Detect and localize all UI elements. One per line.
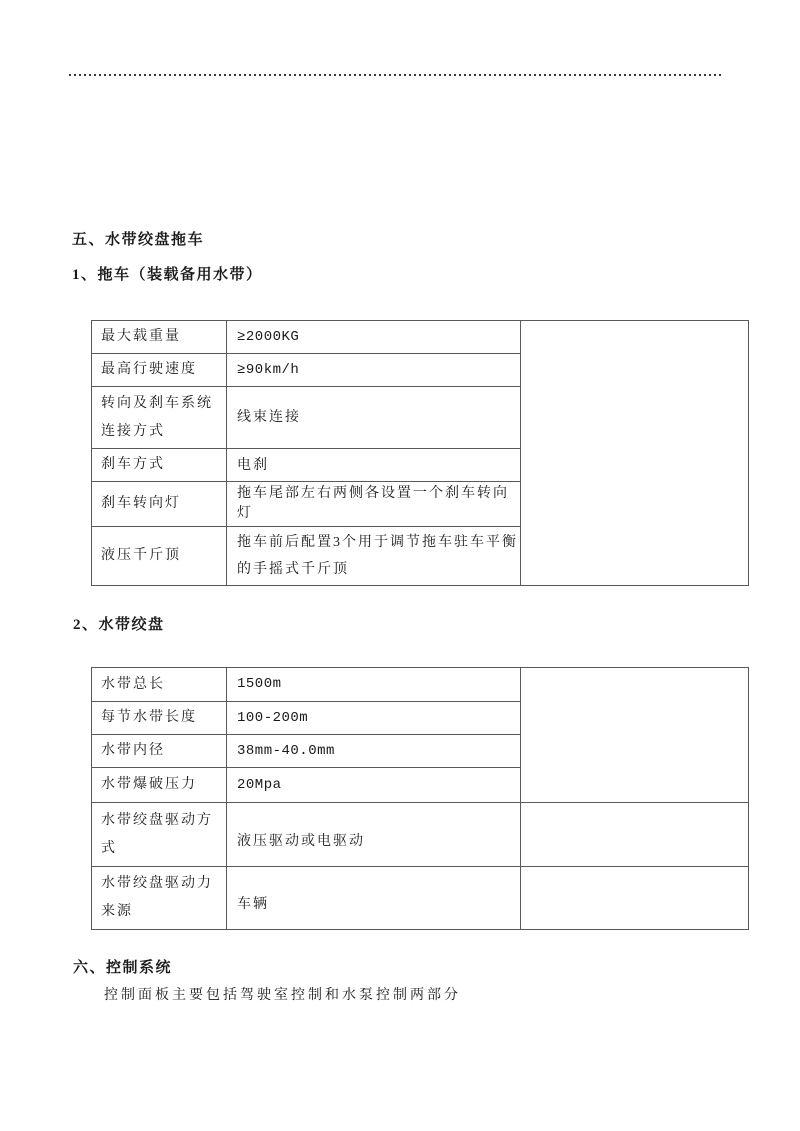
- subsection-2-heading: 2、水带绞盘: [73, 617, 165, 633]
- spec-table-row: [92, 867, 749, 930]
- spec-label-cell: 每节水带长度: [92, 702, 227, 735]
- spec-value-cell: ≥90km/h: [227, 354, 521, 387]
- spec-table-row: [92, 321, 749, 354]
- spec-value-cell: 拖车前后配置3个用于调节拖车驻车平衡的手摇式千斤顶: [227, 527, 521, 586]
- spec-table-row: [92, 668, 749, 702]
- spec-label-cell: 水带总长: [92, 668, 227, 702]
- notes-empty-cell: [521, 668, 749, 803]
- spec-label-cell: 水带内径: [92, 735, 227, 768]
- hose-reel-spec-table-wrap: [91, 667, 749, 930]
- spec-label-cell: 水带爆破压力: [92, 768, 227, 803]
- spec-value-cell: 拖车尾部左右两侧各设置一个刹车转向灯: [227, 482, 521, 527]
- spec-value-cell: 1500m: [227, 668, 521, 702]
- notes-empty-cell: [521, 321, 749, 586]
- section-6-paragraph: 控制面板主要包括驾驶室控制和水泵控制两部分: [104, 988, 461, 1003]
- spec-label-cell: 水带绞盘驱动方式: [92, 803, 227, 867]
- spec-table-row: [92, 803, 749, 867]
- spec-label-cell: 液压千斤顶: [92, 527, 227, 586]
- spec-value-cell: ≥2000KG: [227, 321, 521, 354]
- spec-label-cell: 刹车转向灯: [92, 482, 227, 527]
- spec-label-cell: 刹车方式: [92, 449, 227, 482]
- section-6-heading: 六、控制系统: [73, 960, 173, 976]
- spec-value-cell: 100-200m: [227, 702, 521, 735]
- spec-label-cell: 转向及刹车系统连接方式: [92, 387, 227, 449]
- spec-value-cell: 电刹: [227, 449, 521, 482]
- notes-empty-cell: [521, 803, 749, 867]
- notes-empty-cell: [521, 867, 749, 930]
- section-5-heading: 五、水带绞盘拖车: [72, 232, 205, 248]
- spec-label-cell: 最大载重量: [92, 321, 227, 354]
- trailer-spec-table: [91, 320, 749, 586]
- spec-value-cell: 车辆: [227, 867, 521, 930]
- header-dotted-separator: [69, 74, 724, 76]
- spec-label-cell: 水带绞盘驱动力来源: [92, 867, 227, 930]
- spec-value-cell: 线束连接: [227, 387, 521, 449]
- spec-value-cell: 液压驱动或电驱动: [227, 803, 521, 867]
- spec-label-cell: 最高行驶速度: [92, 354, 227, 387]
- hose-reel-spec-table: [91, 667, 749, 930]
- spec-value-cell: 38mm-40.0mm: [227, 735, 521, 768]
- subsection-1-heading: 1、拖车（装载备用水带）: [72, 267, 263, 283]
- trailer-spec-table-wrap: [91, 320, 749, 586]
- spec-value-cell: 20Mpa: [227, 768, 521, 803]
